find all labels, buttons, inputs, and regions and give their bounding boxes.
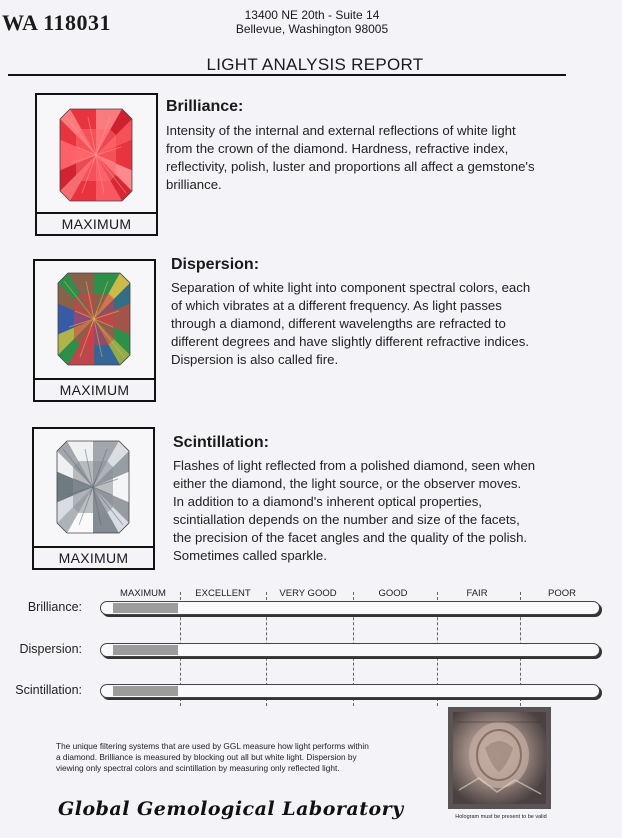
title-rule [8, 74, 566, 76]
description-line: brilliance. [166, 177, 222, 192]
brilliance-rating-label: MAXIMUM [37, 212, 156, 234]
address-line-2: Bellevue, Washington 98005 [235, 22, 389, 36]
footnote-line: a diamond. Brilliance is measured by blocking out all but white light. Dispersion by [56, 752, 357, 762]
address-line-1: 13400 NE 20th - Suite 14 [244, 8, 380, 22]
brilliance-row-label: Brilliance: [27, 600, 82, 614]
description-line: scintiallation depends on the number and size of the facets, [173, 512, 520, 527]
footnote-line: viewing only spectral colors and scintillation by measuring only reflected light. [56, 763, 340, 773]
description-line: Flashes of light reflected from a polished diamond, seen when [173, 458, 536, 473]
dispersion-diamond-image [35, 261, 154, 378]
description-line: of which vibrates at a different frequency. As light passes [171, 298, 502, 313]
description-line: the precision of the facet angles and the quality of the polish. [173, 530, 528, 545]
dispersion-rating-label: MAXIMUM [35, 378, 154, 400]
scale-header-excellent: EXCELLENT [195, 588, 251, 599]
report-number: WA 118031 [2, 10, 112, 35]
dispersion-description [171, 279, 530, 369]
description-line: Dispersion is also called fire. [171, 352, 339, 367]
description-line: Separation of white light into component spectral colors, each [171, 280, 531, 295]
scintillation-diamond-image [34, 429, 153, 546]
brilliance-description [166, 122, 535, 194]
scintillation-heading: Scintillation: [173, 434, 269, 451]
dispersion-rating-fill [113, 645, 178, 655]
brilliance-rating-bar [100, 601, 600, 615]
brilliance-diamond-image [37, 95, 156, 212]
scintillation-description [173, 457, 535, 565]
hologram-caption: Hologram must be present to be valid [455, 814, 547, 820]
scintillation-rating-fill [113, 686, 178, 696]
description-line: Sometimes called sparkle. [173, 548, 327, 563]
brilliance-rating-fill [113, 603, 178, 613]
brilliance-heading: Brilliance: [166, 98, 244, 115]
scale-header-fair: FAIR [466, 588, 488, 599]
description-line: from the crown of the diamond. Hardness, refractive index, [166, 141, 509, 156]
dispersion-image-box [33, 259, 156, 402]
lab-address [222, 8, 402, 36]
hologram-seal-image [449, 708, 550, 808]
scintillation-row-label: Scintillation: [15, 683, 82, 697]
scintillation-rating-bar [100, 684, 600, 698]
methodology-footnote [56, 741, 446, 774]
description-line: In addition to a diamond's inherent optical properties, [173, 494, 482, 509]
hologram-seal [448, 707, 551, 809]
description-line: different degrees and have slightly different refractive indices. [171, 334, 529, 349]
description-line: either the diamond, the light source, or the observer moves. [173, 476, 522, 491]
description-line: Intensity of the internal and external reflections of white light [166, 123, 516, 138]
footnote-line: The unique filtering systems that are used by GGL measure how light performs within [56, 741, 369, 751]
dispersion-rating-bar [100, 643, 600, 657]
scale-header-good: GOOD [378, 588, 408, 599]
scale-header-maximum: MAXIMUM [120, 588, 166, 599]
description-line: reflectivity, polish, luster and proportions all affect a gemstone's [166, 159, 535, 174]
scale-header-poor: POOR [548, 588, 576, 599]
dispersion-heading: Dispersion: [171, 256, 260, 273]
lab-name-signature: Global Gemological Laboratory [58, 798, 404, 820]
scintillation-rating-label: MAXIMUM [34, 546, 153, 568]
dispersion-row-label: Dispersion: [19, 642, 82, 656]
scale-header-very-good: VERY GOOD [279, 588, 337, 599]
brilliance-image-box [35, 93, 158, 236]
scintillation-image-box [32, 427, 155, 570]
report-title: LIGHT ANALYSIS REPORT [206, 55, 424, 74]
description-line: through a diamond, different wavelengths are refracted to [171, 316, 506, 331]
